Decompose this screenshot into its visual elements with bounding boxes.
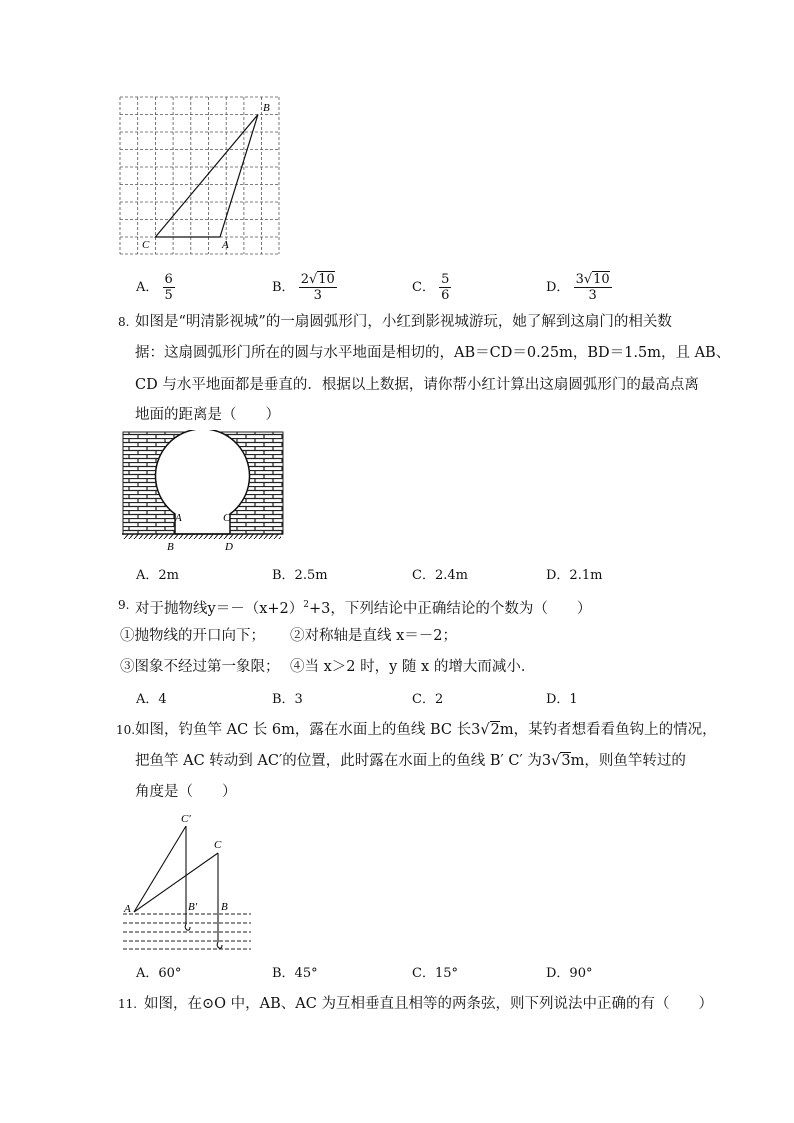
q10-option-b[interactable]: B．45°: [272, 966, 318, 981]
q8-label-b: B: [167, 541, 174, 552]
q10-label-b: B: [221, 901, 228, 913]
q9-options: [136, 688, 656, 710]
q8-text-line-2: 据：这扇圆弧形门所在的圆与水平地面是相切的，AB＝CD＝0.25m，BD＝1.5m，且 AB、: [135, 345, 731, 361]
q10-text-line-2: 把鱼竿 AC 转动到 AC′的位置，此时露在水面上的鱼线 B′ C′ 为3√3m，则鱼竿转过的: [135, 753, 686, 769]
q10-text-line-1: 如图，钓鱼竿 AC 长 6m，露在水面上的鱼线 BC 长3√2m，某钓者想看看鱼钩上的情况，: [135, 722, 717, 738]
q8-arch-door-figure: [120, 430, 285, 552]
q8-option-d[interactable]: D．2.1m: [546, 568, 603, 583]
q9-stem: 对于抛物线$y=-(x+2)^2+3$，下列结论中正确结论的个数为（ ）: [135, 600, 592, 617]
q8-label-c: C: [223, 512, 231, 524]
q10-label-a: A: [124, 903, 131, 915]
triangle-abc: [155, 115, 258, 238]
q7-label-a: A: [222, 239, 229, 251]
q7-option-b[interactable]: B． $\frac{2√10}{3}$: [272, 272, 335, 303]
q11-number: 11.: [118, 997, 138, 1011]
q8-option-c[interactable]: C．2.4m: [412, 568, 468, 583]
q8-label-d: D: [225, 541, 233, 552]
q10-label-c-prime: C′: [181, 813, 191, 825]
rod-ac: [134, 853, 218, 912]
q9-condition-4: ④当 x＞2 时，y 随 x 的增大而减小．: [290, 659, 536, 675]
q9-option-d[interactable]: D．1: [546, 692, 578, 707]
q10-option-a[interactable]: A．60°: [136, 966, 182, 981]
q10-option-c[interactable]: C．15°: [412, 966, 458, 981]
q8-number: 8.: [118, 315, 130, 329]
q7-grid-figure: [118, 94, 283, 256]
q9-number: 9.: [118, 598, 130, 612]
q10-options: [136, 962, 656, 984]
q8-option-a[interactable]: A．2m: [136, 568, 179, 583]
q10-option-d[interactable]: D．90°: [546, 966, 593, 981]
q7-label-c: C: [142, 239, 150, 251]
q10-fishing-rod-figure: [118, 806, 258, 956]
q9-option-a[interactable]: A．4: [136, 692, 167, 707]
q7-option-a[interactable]: A． $\frac{6}{5}$: [136, 272, 173, 303]
q10-label-b-prime: B′: [188, 901, 198, 913]
q10-label-c: C: [214, 839, 222, 851]
rod-ac-prime: [134, 826, 186, 912]
q9-condition-3: ③图象不经过第一象限；: [120, 659, 280, 675]
q8-option-b[interactable]: B．2.5m: [272, 568, 328, 583]
q8-text-line-3: CD 与水平地面都是垂直的．根据以上数据，请你帮小红计算出这扇圆弧形门的最高点离: [135, 377, 699, 393]
q9-option-c[interactable]: C．2: [412, 692, 444, 707]
q9-option-b[interactable]: B．3: [272, 692, 303, 707]
q10-text-line-3: 角度是（ ）: [135, 784, 237, 800]
q9-condition-2: ②对称轴是直线 x＝－2；: [290, 628, 458, 644]
q8-text-line-4: 地面的距离是（ ）: [135, 407, 280, 423]
q8-text-line-1: 如图是“明清影视城”的一扇圆弧形门，小红到影视城游玩，她了解到这扇门的相关数: [135, 314, 672, 330]
q7-option-c[interactable]: C． $\frac{5}{6}$: [412, 272, 450, 303]
q8-label-a: A: [175, 512, 182, 524]
q7-label-b: B: [263, 102, 270, 114]
q7-option-d[interactable]: D． $\frac{3√10}{3}$: [546, 272, 610, 303]
q7-options: [136, 268, 656, 304]
q11-text: 如图，在⊙O 中，AB、AC 为互相垂直且相等的两条弦，则下列说法中正确的有（ ）: [144, 996, 713, 1012]
q9-condition-1: ①抛物线的开口向下；: [120, 628, 265, 644]
q8-options: [136, 564, 656, 586]
q10-number: 10.: [116, 723, 136, 737]
